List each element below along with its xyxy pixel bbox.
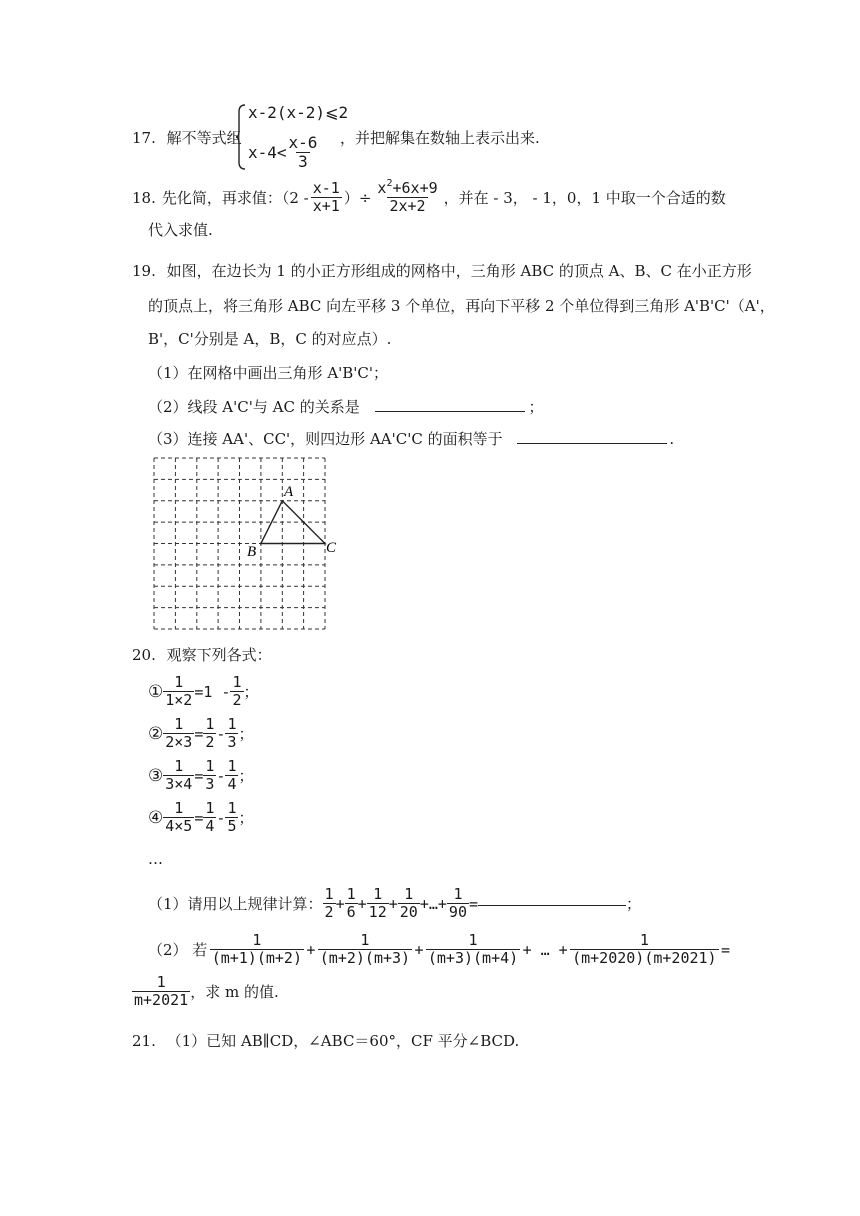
q18-f1-den: x+1 (312, 197, 340, 216)
q18-line2: 代入求值. (148, 221, 213, 239)
q20-item-3-mid: = (194, 766, 204, 785)
q19-line2: 的顶点上，将三角形 ABC 向左平移 3 个单位，再向下平移 2 个单位得到三角形 A'B'C'（A'， (148, 297, 775, 315)
q20-item-3-lhs (163, 758, 194, 794)
q20-item-3-a (203, 758, 216, 794)
q20-item-1-rhs-num: 1 (232, 673, 242, 691)
q20-sub2-rhs-den: m+2021 (134, 991, 189, 1010)
q19-line3: B'，C'分别是 A，B，C 的对应点）. (148, 330, 392, 348)
q20-item-2-mark: ② (148, 723, 164, 744)
q20-item-3-a-num: 1 (205, 757, 215, 775)
q20-item-4-rhs-den: 5 (227, 817, 237, 836)
q20-item-3-rhs-num: 1 (227, 757, 237, 775)
q20-item-4-rhs (225, 800, 238, 836)
q20-item-1-mark: ① (148, 681, 164, 702)
q20-item-4-lhs (163, 800, 194, 836)
q17-line1: x-2(x-2)⩽2 (248, 103, 349, 122)
q20-item-3 (148, 758, 253, 794)
q20-item-4-rhs-num: 1 (227, 799, 237, 817)
q20-sub1: （1）请用以上规律计算： $\frac{1}{2}$ + $\frac{1}{6}$ + $\frac{1}{12}$ + $\frac{1}{20}$ +…+ $\frac{1}{90}$ = ； (148, 885, 642, 922)
q20-sub2-last-num: 1 (639, 931, 649, 949)
q20-sub2-term-2 (318, 932, 412, 968)
q18-number: 18. (132, 188, 156, 207)
q17-fraction (287, 134, 320, 172)
q20-sub1-last-den: 90 (448, 903, 467, 922)
q20-ellipsis: … (148, 850, 163, 868)
q18-f2-den: 2x+2 (389, 197, 426, 216)
q18-f1-num: x-1 (312, 179, 340, 197)
q17-prefix: 解不等式组 (166, 129, 242, 147)
q19-sub1: （1）在网格中画出三角形 A'B'C'； (148, 364, 389, 382)
q20-item-4-lhs-den: 4×5 (165, 817, 193, 836)
q20-sub1-term-4 (398, 886, 420, 922)
q18-suffix: ，并在 - 3， - 1，0，1 中取一个合适的数 (443, 189, 726, 208)
q20-sub2-term-3 (426, 932, 520, 968)
q20-sub1-term-1-num: 1 (324, 885, 334, 903)
q18-f2-num-b: +6x+9 (392, 179, 438, 197)
q20-sub1-term-1 (323, 886, 336, 922)
q18-fraction-1 (311, 180, 342, 216)
q19-line1-text: 如图，在边长为 1 的小正方形组成的网格中，三角形 ABC 的顶点 A、B、C 在小正方形 (166, 262, 752, 280)
q20-sub2-term-3-den: (m+3)(m+4) (427, 949, 519, 968)
q20-sub1-term-1-den: 2 (324, 903, 334, 922)
q19-line1 (132, 260, 752, 281)
q20-sub1-term-4-den: 20 (399, 903, 418, 922)
q20-item-2-rhs-den: 3 (227, 733, 237, 752)
q18-prefix: 先化简，再求值：（2 - (161, 189, 309, 208)
q17-question (132, 127, 242, 148)
q17-brace-icon (236, 104, 246, 170)
q19-sub3-text: （3）连接 AA'、CC'，则四边形 AA'C'C 的面积等于 (148, 430, 503, 448)
q20-item-3-rhs-den: 4 (227, 775, 237, 794)
q18-fraction-2 (375, 180, 439, 216)
q19-sub2-text: （2）线段 A'C'与 AC 的关系是 (148, 398, 360, 416)
q20-item-4-mid: = (194, 808, 204, 827)
q20-sub2-prefix: （2） 若 (148, 941, 208, 960)
q19-number: 19. (132, 262, 156, 280)
q20-sub1-dots: +…+ (419, 894, 447, 913)
label-a: A (284, 484, 294, 500)
q20-item-2-a-den: 2 (205, 733, 215, 752)
q20-item-1-rhs-den: 2 (232, 691, 242, 710)
q20-sub2-term-2-num: 1 (360, 931, 370, 949)
q19-grid-figure (148, 452, 338, 636)
q20-sub2-dots: + … + (522, 940, 568, 959)
q17-line2 (248, 134, 319, 172)
q18-f2-num-sup: 2 (386, 178, 393, 189)
q20-item-3-mark: ③ (148, 765, 164, 786)
q20-item-2-minus: - (216, 724, 226, 743)
q20-item-4-a (203, 800, 216, 836)
q20-item-2-lhs-den: 2×3 (165, 733, 193, 752)
q20-item-4-a-den: 4 (205, 817, 215, 836)
q20-item-1-end: ； (243, 683, 259, 702)
q20-sub2: （2） 若 $\frac{1}{(m+1)(m+2)}$ + $\frac{1}{(m+2)(m+3)}$ + $\frac{1}{(m+3)(m+4)}$ + … + $\frac{1}{(m+2020)(m+2021)}$ = (148, 931, 730, 968)
q20-item-4-mark: ④ (148, 807, 164, 828)
q20-sub1-term-2-num: 1 (346, 885, 356, 903)
q20-item-1-lhs-den: 1×2 (165, 691, 193, 710)
q20-intro: 观察下列各式： (166, 646, 272, 664)
q18-question (132, 180, 726, 216)
q19-sub3-end: . (669, 430, 675, 448)
q17-line2-left: x-4< (248, 143, 287, 163)
q20-sub1-eq: = (468, 894, 479, 913)
q20-item-3-a-den: 3 (205, 775, 215, 794)
q20-item-3-lhs-num: 1 (174, 757, 184, 775)
q19-sub2-end: ； (528, 398, 544, 416)
q20-sub2-rhs (132, 974, 190, 1010)
q20-item-1-lhs-num: 1 (174, 673, 184, 691)
q18-f2-num-a: x (377, 179, 387, 197)
q17-fraction-den: 3 (298, 152, 308, 172)
label-c: C (326, 540, 337, 556)
q20-item-2-lhs-num: 1 (174, 715, 184, 733)
q20-sub2-term-1-den: (m+1)(m+2) (211, 949, 302, 968)
q19-sub3 (148, 428, 674, 449)
label-b: B (247, 544, 257, 560)
q21-text: （1）已知 AB∥CD，∠ABC＝60°，CF 平分∠BCD. (166, 1032, 520, 1050)
q20-item-3-rhs (225, 758, 238, 794)
q17-fraction-num: x-6 (288, 133, 318, 152)
q20-sub2-term-1-num: 1 (252, 931, 262, 949)
q20-item-1-lhs (163, 674, 194, 710)
q20-item-4-end: ； (238, 809, 254, 828)
q19-sub2 (148, 396, 544, 417)
q20-item-2 (148, 716, 253, 752)
q20-sub2-end: ，求 m 的值. (190, 983, 279, 1002)
q20-item-4 (148, 800, 253, 836)
q20-item-2-rhs-num: 1 (227, 715, 237, 733)
q20-sub1-term-4-num: 1 (404, 885, 414, 903)
q19-sub2-answer-blank[interactable] (375, 410, 525, 412)
q18-divide: ）÷ (343, 189, 372, 208)
q20-sub1-last (447, 886, 469, 922)
q20-item-2-rhs (225, 716, 238, 752)
q20-item-2-lhs (163, 716, 194, 752)
q20-item-1-rhs (230, 674, 243, 710)
q20-sub1-answer-blank[interactable] (478, 904, 626, 906)
q21-question (132, 1030, 519, 1051)
q20-sub2-line2 (132, 974, 279, 1010)
q20-number: 20. (132, 646, 156, 664)
q20-sub2-eq: = (720, 940, 730, 959)
q20-sub1-term-3 (367, 886, 389, 922)
q18-f2-num (375, 180, 439, 197)
q20-item-1 (148, 674, 259, 710)
q20-item-4-lhs-num: 1 (174, 799, 184, 817)
q20-sub1-end: ； (626, 895, 642, 914)
q17-suffix: ，并把解集在数轴上表示出来. (340, 129, 540, 147)
q20-sub1-term-3-den: 12 (368, 903, 387, 922)
q20-sub2-term-3-num: 1 (468, 931, 478, 949)
q19-sub3-answer-blank[interactable] (517, 442, 667, 444)
q20-item-2-a (203, 716, 216, 752)
q20-item-2-a-num: 1 (205, 715, 215, 733)
q20-item-2-mid: = (194, 724, 204, 743)
q20-sub1-term-3-num: 1 (373, 885, 383, 903)
q20-sub1-last-num: 1 (453, 885, 463, 903)
q20-sub1-prefix: （1）请用以上规律计算： (148, 895, 323, 914)
q20-sub2-last (570, 932, 719, 968)
q20-sub1-term-2 (345, 886, 358, 922)
q20-sub2-term-2-den: (m+2)(m+3) (319, 949, 411, 968)
q20-sub1-term-2-den: 6 (346, 903, 356, 922)
q20-item-3-minus: - (216, 766, 226, 785)
q20-item-3-end: ； (238, 767, 254, 786)
q20-item-2-end: ； (238, 725, 254, 744)
q20-item-3-lhs-den: 3×4 (165, 775, 193, 794)
q20-item-1-mid: =1 - (194, 682, 231, 701)
q20-item-4-minus: - (216, 808, 226, 827)
q20-sub2-term-1 (210, 932, 304, 968)
q20-sub2-rhs-num: 1 (156, 973, 166, 991)
q17-number: 17. (132, 129, 156, 147)
q20-item-4-a-num: 1 (205, 799, 215, 817)
q21-number: 21. (132, 1032, 156, 1050)
q20-question (132, 644, 272, 665)
q20-sub2-last-den: (m+2020)(m+2021) (572, 949, 717, 968)
